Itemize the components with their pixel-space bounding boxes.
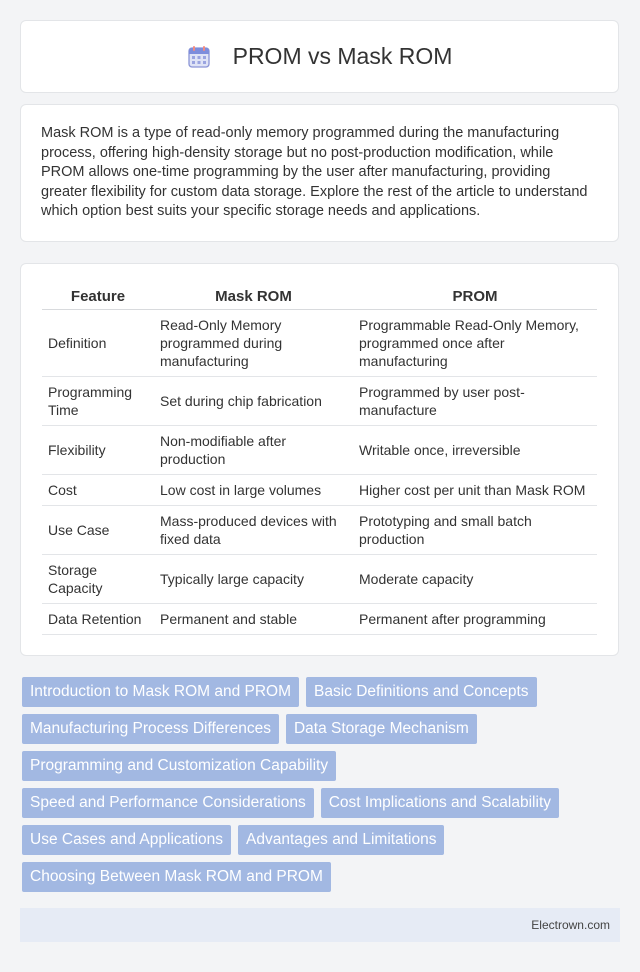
table-cell: Prototyping and small batch production	[353, 506, 597, 555]
table-row	[42, 506, 597, 555]
topic-tag[interactable]: Choosing Between Mask ROM and PROM	[22, 862, 331, 892]
topic-tags	[22, 677, 622, 899]
table-row	[42, 475, 597, 506]
footer	[20, 908, 620, 942]
topic-tag[interactable]: Basic Definitions and Concepts	[306, 677, 537, 707]
table-cell: Set during chip fabrication	[154, 377, 353, 426]
table-cell: Read-Only Memory programmed during manufacturing	[154, 310, 353, 377]
table-cell: Writable once, irreversible	[353, 426, 597, 475]
tag-row	[22, 825, 622, 855]
comparison-table-card	[20, 263, 619, 656]
title-card	[20, 20, 619, 93]
table-cell: Non-modifiable after production	[154, 426, 353, 475]
table-row	[42, 604, 597, 635]
table-cell: Definition	[42, 310, 154, 377]
table-cell: Permanent after programming	[353, 604, 597, 635]
intro-text: Mask ROM is a type of read-only memory programmed during the manufacturing process, offering high-density storage but no post-production modification, while PROM allows one-time programming by the user after manufacturing, providing greater flexibility for custom data storage. Explore the rest of the article to understand which option best suits your specific storage needs and applications.	[41, 125, 588, 220]
table-cell: Cost	[42, 475, 154, 506]
table-cell: Permanent and stable	[154, 604, 353, 635]
tag-row	[22, 862, 622, 892]
tag-row	[22, 788, 622, 818]
page-title: PROM vs Mask ROM	[232, 43, 453, 69]
table-header-row	[42, 284, 597, 310]
tag-row	[22, 677, 622, 707]
intro-card	[20, 104, 619, 242]
table-cell: Storage Capacity	[42, 555, 154, 604]
table-row	[42, 426, 597, 475]
table-cell: Data Retention	[42, 604, 154, 635]
table-cell: Higher cost per unit than Mask ROM	[353, 475, 597, 506]
topic-tag[interactable]: Introduction to Mask ROM and PROM	[22, 677, 299, 707]
topic-tag[interactable]: Use Cases and Applications	[22, 825, 231, 855]
topic-tag[interactable]: Manufacturing Process Differences	[22, 714, 279, 744]
tag-row	[22, 714, 622, 744]
topic-tag[interactable]: Speed and Performance Considerations	[22, 788, 314, 818]
table-row	[42, 377, 597, 426]
table-row	[42, 310, 597, 377]
topic-tag[interactable]: Data Storage Mechanism	[286, 714, 477, 744]
table-cell: Mass-produced devices with fixed data	[154, 506, 353, 555]
table-header: PROM	[353, 284, 597, 310]
table-cell: Typically large capacity	[154, 555, 353, 604]
table-cell: Use Case	[42, 506, 154, 555]
comparison-table	[42, 284, 597, 635]
footer-site[interactable]: Electrown.com	[531, 918, 610, 932]
topic-tag[interactable]: Advantages and Limitations	[238, 825, 444, 855]
table-cell: Programmable Read-Only Memory, programmed once after manufacturing	[353, 310, 597, 377]
table-row	[42, 555, 597, 604]
topic-tag[interactable]: Programming and Customization Capability	[22, 751, 336, 781]
tag-row	[22, 751, 622, 781]
table-header: Feature	[42, 284, 154, 310]
table-cell: Flexibility	[42, 426, 154, 475]
table-cell: Low cost in large volumes	[154, 475, 353, 506]
topic-tag[interactable]: Cost Implications and Scalability	[321, 788, 559, 818]
table-cell: Programming Time	[42, 377, 154, 426]
table-cell: Programmed by user post-manufacture	[353, 377, 597, 426]
table-header: Mask ROM	[154, 284, 353, 310]
table-cell: Moderate capacity	[353, 555, 597, 604]
calendar-icon	[187, 45, 211, 69]
